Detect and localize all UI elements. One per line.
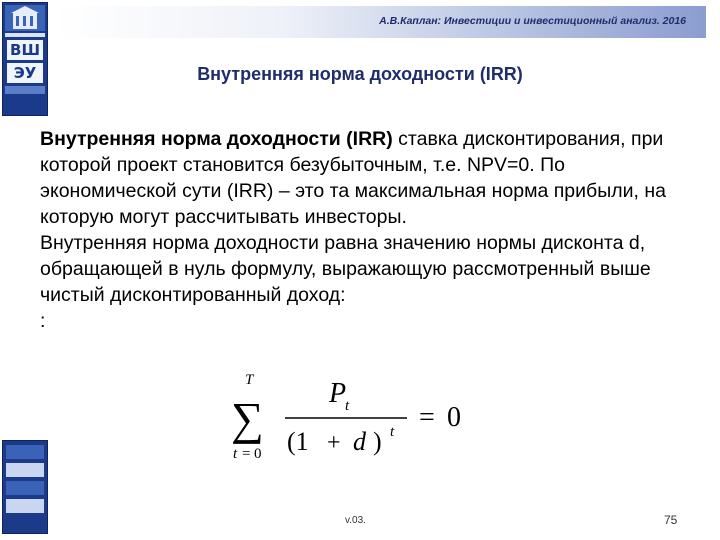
irr-formula [225, 370, 485, 470]
sum-upper-limit: T [245, 372, 254, 388]
page-number: 75 [664, 513, 678, 527]
logo-footer-strip [5, 86, 45, 94]
denominator-close: ) [373, 427, 382, 456]
numerator-p: P [329, 378, 347, 409]
slide-title: Внутренняя норма доходности (IRR) [197, 64, 523, 84]
logo-bottom-block [6, 445, 44, 459]
rhs-zero: 0 [447, 402, 461, 433]
numerator-sub: t [345, 398, 350, 414]
denominator-open: (1 [287, 427, 309, 456]
footer-version: v.03. [345, 515, 366, 526]
logo-mark-top: ВШ [7, 40, 43, 60]
dangling-colon: : [40, 310, 46, 332]
sigma-symbol: ∑ [231, 393, 264, 444]
denominator-exp: t [390, 424, 395, 440]
logo-bottom-block [6, 499, 44, 513]
logo-bottom-block [6, 463, 44, 477]
logo-bottom-block [6, 481, 44, 495]
slide-body [40, 126, 700, 334]
logo-band [5, 33, 45, 37]
sum-lower-eq: = [242, 446, 251, 462]
sum-lower-val: 0 [254, 446, 262, 462]
building-icon [5, 5, 45, 31]
paragraph-two: Внутренняя норма доходности равна значению нормы дисконта d, обращающей в нуль формулу, выражающую рассмотренный выше чистый дисконтированный доход: [40, 232, 651, 306]
equals-sign: = [419, 402, 435, 433]
logo-mark-bottom: ЭУ [7, 63, 43, 83]
university-logo [2, 2, 48, 116]
denominator-plus: + [327, 430, 341, 456]
sum-lower-var: t [233, 446, 238, 462]
defined-term: Внутренняя норма доходности (IRR) [40, 128, 393, 150]
definition-text: ставка дисконтирования, при которой проект становится безубыточным, т.е. NPV=0. По экономической сути (IRR) – это та максимальная норма прибыли, на которую могут рассчитывать инвесторы. [40, 128, 666, 228]
header-author-title: А.В.Каплан: Инвестиции и инвестиционный анализ. 2016 [379, 15, 686, 27]
university-logo-bottom [2, 440, 48, 534]
denominator-var: d [353, 427, 366, 456]
definition-paragraph [40, 126, 700, 230]
